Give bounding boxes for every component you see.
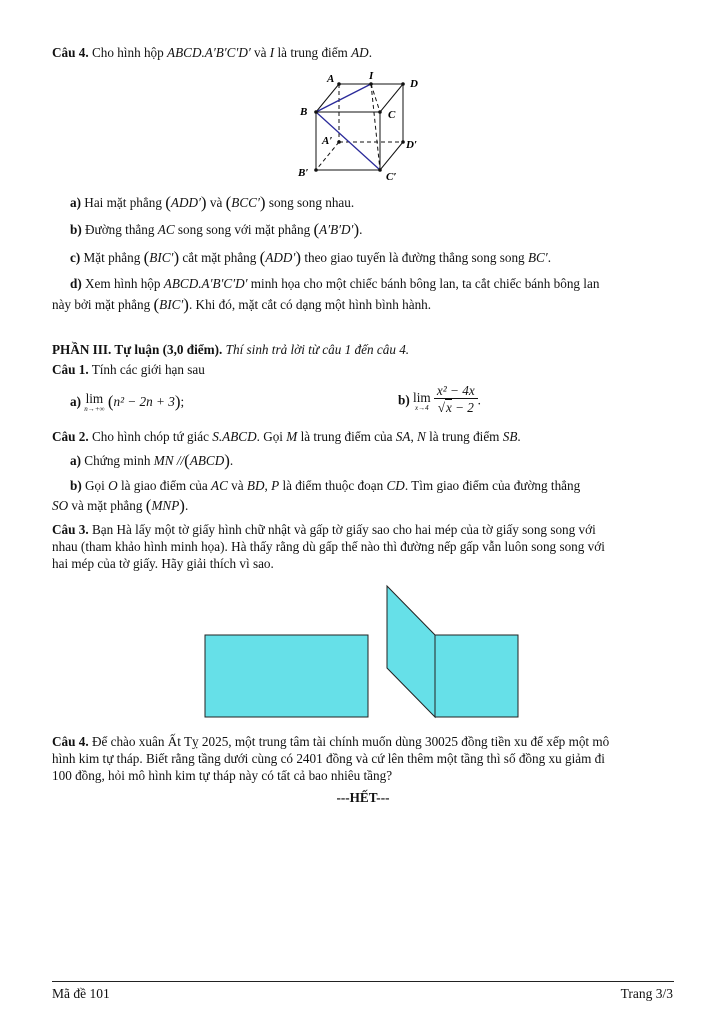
q2-b-line2: SO và mặt phẳng (MNP). (52, 496, 189, 515)
q1-a: a) lim n→+∞ (n² − 2n + 3); (70, 390, 185, 413)
part3-heading: PHẦN III. Tự luận (3,0 điểm). Thí sinh trả lời từ câu 1 đến câu 4. (52, 342, 410, 357)
label-I: I (369, 70, 374, 82)
label-A: A (327, 73, 335, 85)
exam-code: Mã đề 101 (52, 986, 110, 1001)
end-marker: ---HẾT--- (336, 790, 390, 805)
folded-paper-flap (387, 586, 435, 717)
folded-paper-base (435, 635, 518, 717)
q4-statement-a: a) Hai mặt phẳng (ADD′) và (BCC′) song song nhau. (70, 193, 355, 212)
page-number: Trang 3/3 (620, 986, 673, 1001)
q4-statement-d-line2: này bởi mặt phẳng (BIC′). Khi đó, mặt cắt có dạng một hình bình hành. (52, 295, 432, 314)
q1-b: b) lim x→4 $\frac{\text{x² − 4x}}{√x - 2}$ . (398, 383, 481, 415)
q4-header: Câu 4. Cho hình hộp ABCD.A′B′C′D′ và I là trung điểm AD. (52, 45, 373, 60)
label-C: C (388, 109, 396, 121)
label-A1: A′ (322, 135, 333, 147)
parallelepiped-figure (290, 66, 430, 186)
q3-line1: Câu 3. Bạn Hà lấy một tờ giấy hình chữ nhật và gấp tờ giấy sao cho hai mép của tờ giấy song song với (52, 522, 596, 537)
q2-prompt: Câu 2. Cho hình chóp tứ giác S.ABCD. Gọi M là trung điểm của SA, N là trung điểm SB. (52, 429, 521, 444)
label-D: D (410, 78, 418, 90)
label-B: B (300, 106, 308, 118)
q4b-line3: 100 đồng, hỏi mô hình kim tự tháp này có tất cả bao nhiêu tầng? (52, 768, 393, 783)
q1-prompt: Câu 1. Tính các giới hạn sau (52, 362, 205, 377)
q4-statement-b: b) Đường thẳng AC song song với mặt phẳng (A′B′D′). (70, 220, 363, 239)
q4b-line2: hình kim tự tháp. Biết rằng tầng dưới cùng có 2401 đồng và cứ lên thêm một tầng thì số đồng xu giảm đi (52, 751, 605, 766)
q4-statement-d-line1: d) Xem hình hộp ABCD.A′B′C′D′ minh họa cho một chiếc bánh bông lan, ta cắt chiếc bánh bông lan (70, 276, 600, 291)
footer-rule (52, 981, 674, 982)
label-B1: B′ (298, 167, 309, 179)
q2-a: a) Chứng minh MN //(ABCD). (70, 451, 234, 470)
q3-line3: hai mép của tờ giấy. Hãy giải thích vì sao. (52, 556, 274, 571)
q3-line2: nhau (tham khảo hình minh họa). Hà thấy rằng dù gấp thế nào thì đường nếp gấp vẫn luôn song song với (52, 539, 605, 554)
q2-b-line1: b) Gọi O là giao điểm của AC và BD, P là điểm thuộc đoạn CD. Tìm giao điểm của đường thẳng (70, 478, 581, 493)
flat-paper (205, 635, 368, 717)
q4-statement-c: c) Mặt phẳng (BIC′) cắt mặt phẳng (ADD′) theo giao tuyến là đường thẳng song song BC′. (70, 248, 551, 267)
label-D1: D′ (406, 139, 418, 151)
q4b-line1: Câu 4. Để chào xuân Ất Tỵ 2025, một trung tâm tài chính muốn dùng 30025 đồng tiền xu để xếp một mô (52, 734, 610, 749)
label-C1: C′ (386, 171, 397, 183)
paper-fold-figure (200, 580, 525, 725)
